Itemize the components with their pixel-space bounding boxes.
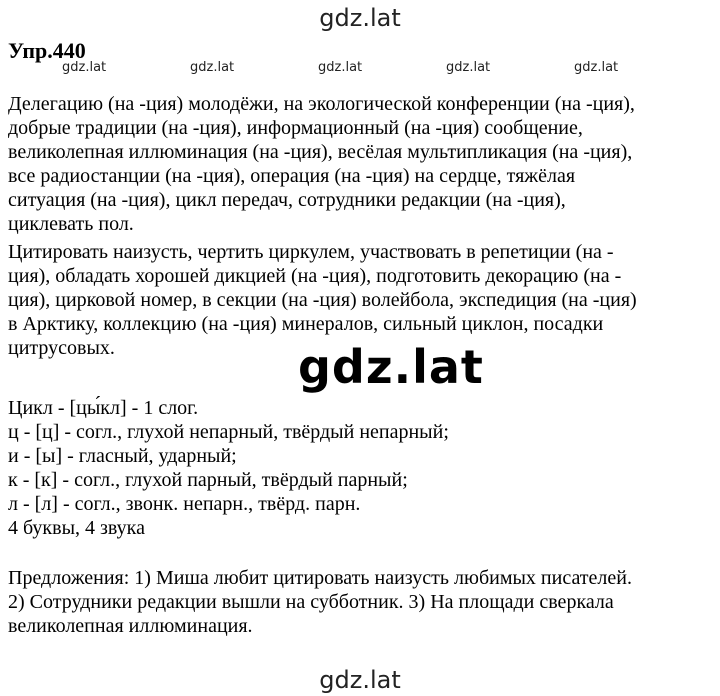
- analysis-line: и - [ы] - гласный, ударный;: [8, 445, 237, 467]
- para2-line: цитрусовых.: [8, 337, 115, 359]
- watermark-top: gdz.lat: [319, 4, 401, 32]
- exercise-title: Упр.440: [8, 38, 86, 63]
- para1-line: великолепная иллюминация (на -ция), весёлая мультипликация (на -ция),: [8, 141, 633, 163]
- para2-line: в Арктику, коллекцию (на -ция) минералов, сильный циклон, посадки: [8, 313, 604, 335]
- para2-line: Цитировать наизусть, чертить циркулем, участвовать в репетиции (на -: [8, 241, 614, 263]
- para1-line: Делегацию (на -ция) молодёжи, на экологической конференции (на -ция),: [8, 93, 635, 115]
- watermark-row-4: gdz.lat: [446, 60, 491, 75]
- analysis-line: к - [к] - согл., глухой парный, твёрдый парный;: [8, 469, 408, 491]
- para1-line: все радиостанции (на -ция), операция (на -ция) на сердце, тяжёлая: [8, 165, 576, 187]
- sentences-line: Предложения: 1) Миша любит цитировать наизусть любимых писателей.: [8, 567, 632, 589]
- analysis-line: л - [л] - согл., звонк. непарн., твёрд. парн.: [8, 493, 361, 515]
- watermark-row-2: gdz.lat: [190, 60, 235, 75]
- sentences-line: великолепная иллюминация.: [8, 615, 253, 637]
- watermark-center: gdz.lat: [298, 340, 484, 394]
- para2-line: ция), цирковой номер, в секции (на -ция) волейбола, экспедиция (на -ция): [8, 289, 637, 311]
- sentences-line: 2) Сотрудники редакции вышли на субботник. 3) На площади сверкала: [8, 591, 614, 613]
- para2-line: ция), обладать хорошей дикцией (на -ция), подготовить декорацию (на -: [8, 265, 622, 287]
- watermark-row-1: gdz.lat: [62, 60, 107, 75]
- watermark-bottom: gdz.lat: [319, 666, 401, 694]
- analysis-line: Цикл - [цы́кл] - 1 слог.: [8, 397, 199, 419]
- watermark-row-3: gdz.lat: [318, 60, 363, 75]
- analysis-line: 4 буквы, 4 звука: [8, 517, 145, 539]
- para1-line: добрые традиции (на -ция), информационный (на -ция) сообщение,: [8, 117, 583, 139]
- watermark-row-5: gdz.lat: [574, 60, 619, 75]
- para1-line: ситуация (на -ция), цикл передач, сотрудники редакции (на -ция),: [8, 189, 566, 211]
- para1-line: циклевать пол.: [8, 213, 134, 235]
- analysis-line: ц - [ц] - согл., глухой непарный, твёрдый непарный;: [8, 421, 449, 443]
